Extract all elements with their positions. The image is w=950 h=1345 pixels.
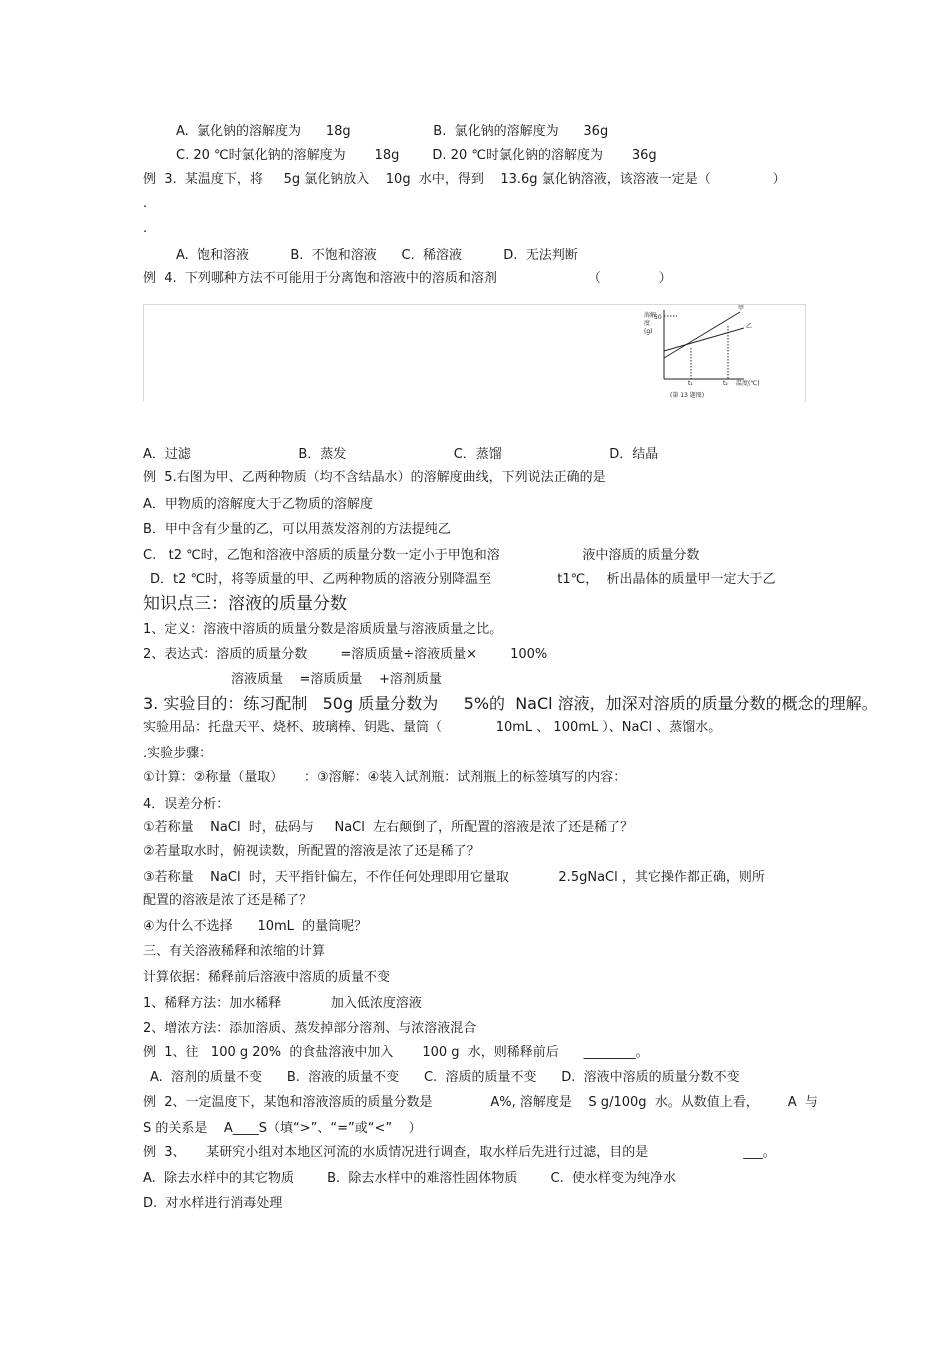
chart-xlabel: 温度(℃)	[736, 380, 760, 387]
chart-ylabel-1: 溶解	[644, 312, 657, 319]
text-line-l20: .实验步骤：	[143, 746, 213, 761]
text-line-l17: 溶液质量 =溶质质量 +溶剂质量	[231, 672, 442, 687]
text-line-l21: ①计算：②称量（量取） ：③溶解：④装入试剂瓶：试剂瓶上的标签填写的内容：	[143, 770, 627, 785]
text-line-l34: 例 2、一定温度下，某饱和溶液溶质的质量分数是 A%, 溶解度是 S g/100g 水。从数值上看， A 与	[143, 1095, 818, 1110]
text-line-l13: D．t2 ℃时，将等质量的甲、乙两种物质的溶液分别降温至 t1℃， 析出晶体的质量甲一定大于乙	[150, 572, 776, 587]
chart-series-a-label: 甲	[738, 305, 745, 312]
chart-x-tick-t2: t₂	[723, 380, 728, 387]
text-line-l19: 实验用品：托盘天平、烧杯、玻璃棒、钥匙、量筒（ 10mL 、 100mL ）、NaCl 、蒸馏水。	[143, 720, 722, 735]
chart-caption: (第 13 题图)	[670, 392, 705, 399]
text-line-l05: .	[143, 221, 148, 236]
text-line-l35: S 的关系是 A____S（填“>”、“=”或“<” ）	[143, 1121, 422, 1136]
text-line-l25: ③若称量 NaCl 时，天平指针偏左，不作任何处理即用它量取 2.5gNaCl ，其它操作都正确，则所	[143, 870, 765, 885]
text-line-l07: 例 4. 下列哪种方法不可能用于分离饱和溶液中的溶质和溶剂 （ ）	[143, 271, 672, 286]
chart-ylabel-3: (g)	[644, 328, 653, 335]
text-line-l28: 三、有关溶液稀释和浓缩的计算	[143, 944, 326, 959]
text-line-l09: 例 5.右图为甲、乙两种物质（均不含结晶水）的溶解度曲线，下列说法正确的是	[143, 470, 606, 485]
text-line-l38: D. 对水样进行消毒处理	[143, 1196, 283, 1211]
text-line-l23: ①若称量 NaCl 时，砝码与 NaCl 左右颠倒了，所配置的溶液是浓了还是稀了？	[143, 820, 634, 835]
text-line-l33: A. 溶剂的质量不变 B. 溶液的质量不变 C. 溶质的质量不变 D. 溶液中溶质的质量分数不变	[150, 1070, 740, 1085]
chart-y-tick: 50	[654, 314, 662, 321]
chart-series-b-curve	[664, 328, 744, 351]
text-line-l37: A. 除去水样中的其它物质 B. 除去水样中的难溶性固体物质 C. 使水样变为纯净水	[143, 1171, 676, 1186]
text-line-l03: 例 3. 某温度下，将 5g 氯化钠放入 10g 水中，得到 13.6g 氯化钠溶液，该溶液一定是（ ）	[143, 172, 786, 187]
text-line-l27: ④为什么不选择 10mL 的量筒呢？	[143, 919, 368, 934]
text-line-l04: .	[143, 196, 148, 211]
text-line-l30: 1、稀释方法：加水稀释 加入低浓度溶液	[143, 996, 422, 1011]
text-line-l31: 2、增浓方法：添加溶质、蒸发掉部分溶剂、与浓溶液混合	[143, 1021, 477, 1036]
chart-series-a-curve	[664, 312, 740, 358]
text-line-l16: 2、表达式：溶质的质量分数 =溶质质量÷溶液质量× 100%	[143, 647, 548, 662]
text-line-l26: 配置的溶液是浓了还是稀了？	[143, 893, 313, 908]
text-line-l24: ②若量取水时，俯视读数，所配置的溶液是浓了还是稀了？	[143, 844, 480, 859]
text-line-l11: B．甲中含有少量的乙，可以用蒸发溶剂的方法提纯乙	[143, 522, 451, 537]
text-line-l22: 4．误差分析：	[143, 797, 230, 812]
solubility-curve-chart	[632, 304, 772, 404]
text-line-l06: A. 饱和溶液 B. 不饱和溶液 C. 稀溶液 D. 无法判断	[176, 248, 578, 263]
text-line-l32: 例 1、往 100 g 20% 的食盐溶液中加入 100 g 水，则稀释前后 ________。	[143, 1045, 649, 1060]
chart-ylabel-2: 度	[644, 320, 651, 327]
text-line-l12: C. t2 ℃时，乙饱和溶液中溶质的质量分数一定小于甲饱和溶 液中溶质的质量分数	[143, 548, 700, 563]
text-line-l08: A．过滤 B．蒸发 C．蒸馏 D．结晶	[143, 447, 659, 462]
text-line-l10: A．甲物质的溶解度大于乙物质的溶解度	[143, 497, 373, 512]
text-line-l18: 3. 实验目的：练习配制 50g 质量分数为 5%的 NaCl 溶液，加深对溶质的质量分数的概念的理解。	[143, 694, 878, 713]
chart-x-tick-t1: t₁	[688, 380, 693, 387]
chart-series-b-label: 乙	[746, 323, 753, 330]
text-line-l01: A. 氯化钠的溶解度为 18g B. 氯化钠的溶解度为 36g	[176, 124, 609, 139]
text-line-l15: 1、定义：溶液中溶质的质量分数是溶质质量与溶液质量之比。	[143, 622, 503, 637]
text-line-l29: 计算依据：稀释前后溶液中溶质的质量不变	[143, 970, 391, 985]
text-line-l36: 例 3、 某研究小组对本地区河流的水质情况进行调查，取水样后先进行过滤，目的是 ___。	[143, 1145, 776, 1160]
text-line-l02: C. 20 ℃时氯化钠的溶解度为 18g D. 20 ℃时氯化钠的溶解度为 36g	[176, 148, 657, 163]
text-line-l14: 知识点三：溶液的质量分数	[143, 594, 347, 614]
